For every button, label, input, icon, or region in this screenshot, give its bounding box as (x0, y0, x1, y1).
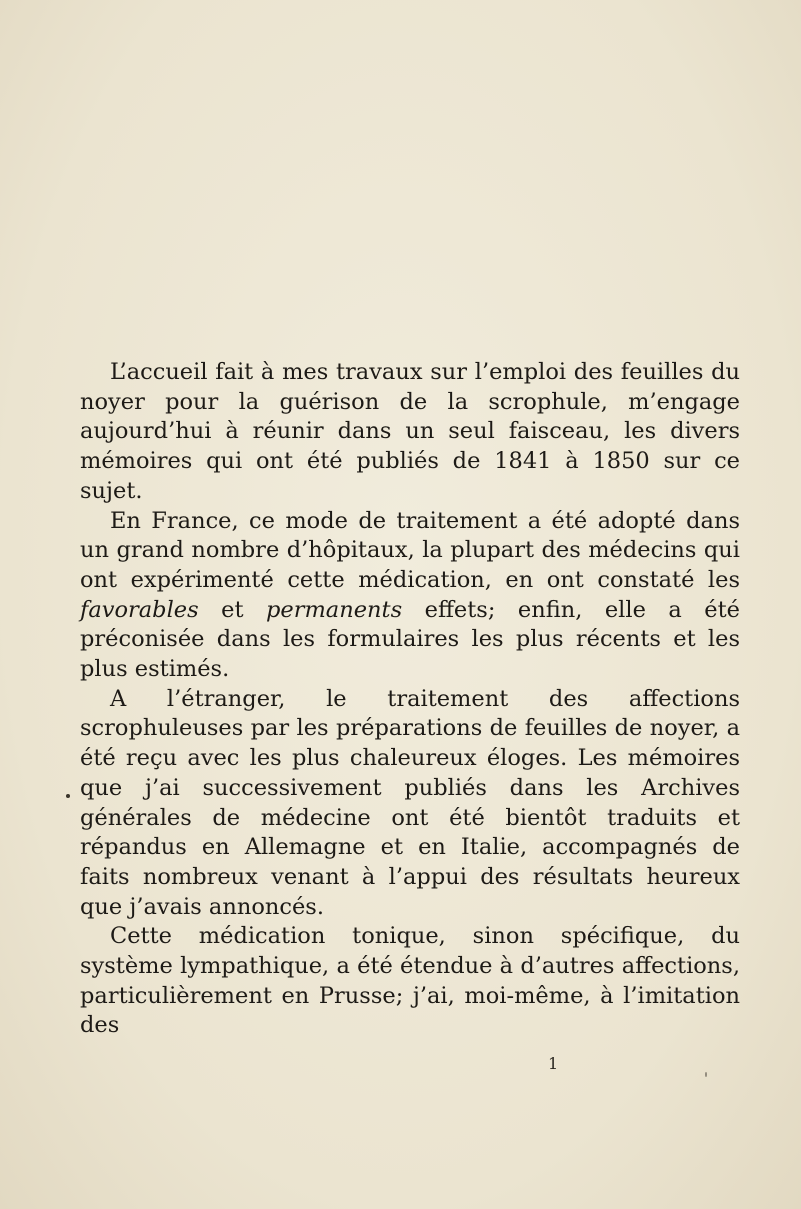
text-segment: A l’étranger, le traitement des affections scrophuleuses par les préparations de feuilles de noyer, a été reçu avec les plus chaleureux éloges. Les mémoires que j’ai successivement publiés dans les Archives générales de médecine ont été bientôt traduits et répandus en Allemagne et en Italie, accompagnés de faits nombreux venant à l’appui des résultats heureux que j’avais annoncés. (80, 685, 740, 920)
text-segment: Cette médication tonique, sinon spécifique, du système lympathique, a été étendue à d’autres affections, particulièrement en Prusse; j’ai, moi-même, à l’imitation des (80, 923, 740, 1039)
ink-speck (705, 1072, 707, 1077)
text-segment: et (198, 596, 266, 623)
ink-speck (66, 794, 70, 798)
paragraph-3 (80, 685, 740, 923)
text-segment: L’accueil fait à mes travaux sur l’emploi des feuilles du noyer pour la guérison de la scrophule, m’engage aujourd’hui à réunir dans un seul faisceau, les divers mémoires qui ont été publiés de 1841 à 1850 sur ce sujet. (80, 359, 740, 504)
paragraph-4 (80, 922, 740, 1041)
text-segment: En France, ce mode de traitement a été adopté dans un grand nombre d’hôpitaux, la plupart des médecins qui ont expérimenté cette médication, en ont constaté les (80, 507, 740, 593)
signature-mark: 1 (548, 1054, 559, 1073)
italic-term-favorables: favorables (80, 596, 199, 623)
paragraph-1 (80, 358, 740, 507)
text-segment: effets; enfin, elle a été préconisée dans les formulaires les plus récents et les plus estimés. (80, 596, 740, 683)
italic-term-permanents: permanents (266, 596, 403, 623)
body-text (80, 358, 740, 1041)
paragraph-2 (80, 507, 740, 685)
